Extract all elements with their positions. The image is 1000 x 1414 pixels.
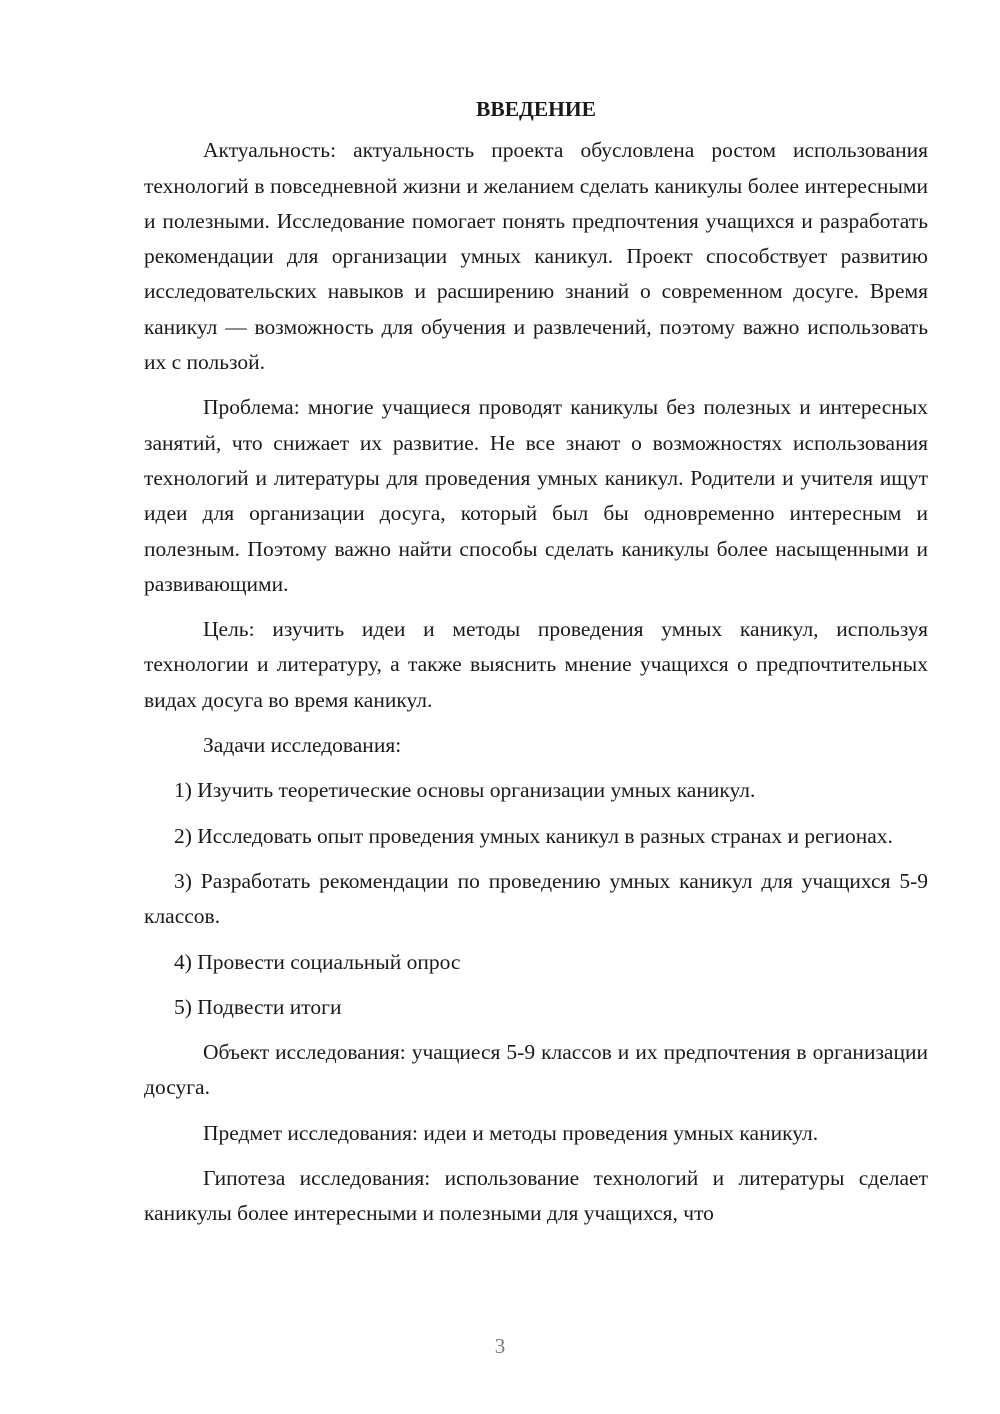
- page-number: 3: [494, 1334, 506, 1358]
- task-item-2: 2) Исследовать опыт проведения умных каникул в разных странах и регионах.: [174, 823, 893, 848]
- task-item-5: 5) Подвести итоги: [174, 994, 342, 1019]
- paragraph-hypothesis: Гипотеза исследования: использование технологий и литературы сделает каникулы более интересными и полезными для учащихся, что: [144, 1166, 928, 1226]
- paragraph-problem: Проблема: многие учащиеся проводят каникулы без полезных и интересных занятий, что снижает их развитие. Не все знают о возможностях использования технологий и литературы для проведения умных каникул. Родители и учителя ищут идеи для организации досуга, который был бы одновременно интересным и полезным. Поэтому важно найти способы сделать каникулы более насыщенными и развивающими.: [144, 395, 928, 596]
- task-item-1: 1) Изучить теоретические основы организации умных каникул.: [174, 778, 756, 803]
- task-item-4: 4) Провести социальный опрос: [174, 949, 461, 974]
- paragraph-goal: Цель: изучить идеи и методы проведения умных каникул, используя технологии и литературу, а также выяснить мнение учащихся о предпочтительных видах досуга во время каникул.: [144, 617, 928, 712]
- task-item-3: 3) Разработать рекомендации по проведению умных каникул для учащихся 5-9 классов.: [144, 868, 928, 929]
- tasks-heading: Задачи исследования:: [203, 733, 402, 758]
- paragraph-subject: Предмет исследования: идеи и методы проведения умных каникул.: [203, 1120, 819, 1145]
- document-page: [144, 92, 928, 1242]
- paragraph-relevance: Актуальность: актуальность проекта обусловлена ростом использования технологий в повседневной жизни и желанием сделать каникулы более интересными и полезными. Исследование помогает понять предпочтения учащихся и разработать рекомендации для организации умных каникул. Проект способствует развитию исследовательских навыков и расширению знаний о современном досуге. Время каникул — возможность для обучения и развлечений, поэтому важно использовать их с пользой.: [144, 138, 928, 375]
- section-title: ВВЕДЕНИЕ: [476, 97, 596, 121]
- paragraph-object: Объект исследования: учащиеся 5-9 классов и их предпочтения в организации досуга.: [144, 1040, 928, 1100]
